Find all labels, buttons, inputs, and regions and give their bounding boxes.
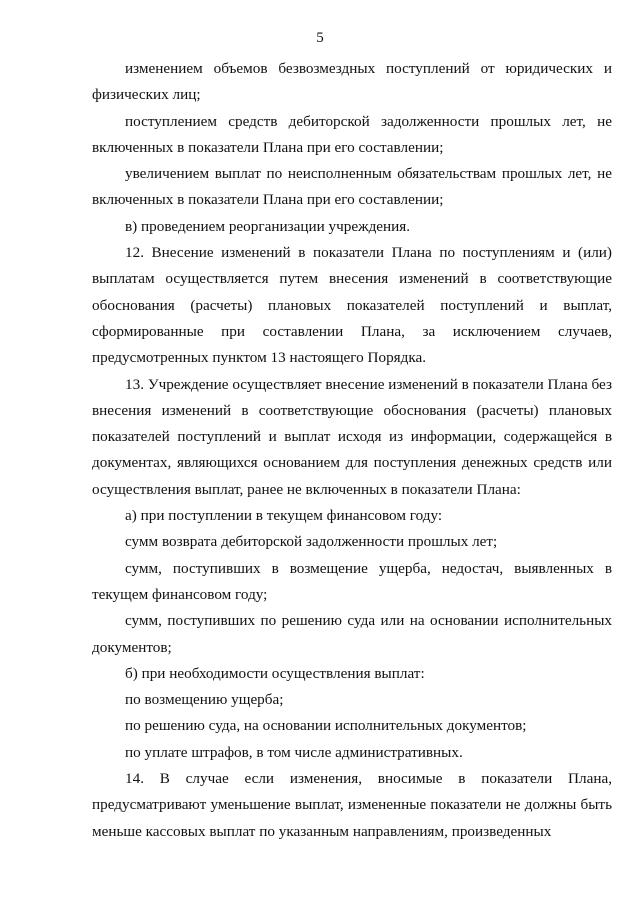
paragraph-2: поступлением средств дебиторской задолженности прошлых лет, не включенных в показатели Плана при его составлении; xyxy=(92,112,612,156)
page-number: 5 xyxy=(316,30,324,46)
paragraph-7: а) при поступлении в текущем финансовом году: xyxy=(125,507,443,525)
paragraph-8: сумм возврата дебиторской задолженности прошлых лет; xyxy=(125,533,498,551)
paragraph-10: сумм, поступивших по решению суда или на основании исполнительных документов; xyxy=(92,612,612,656)
paragraph-5: 12. Внесение изменений в показатели Плана по поступлениям и (или) выплатам осуществляется путем внесения изменений в соответствующие обоснования (расчеты) плановых показателей поступлений и выплат, сформированные при составлении Плана, за исключением случаев, предусмотренных пунктом 13 настоящего Порядка. xyxy=(92,244,612,367)
paragraph-6: 13. Учреждение осуществляет внесение изменений в показатели Плана без внесения изменений в соответствующие обоснования (расчеты) плановых показателей поступлений и выплат исходя из информации, содержащейся в документах, являющихся основанием для поступления денежных средств или осуществления выплат, ранее не включенных в показатели Плана: xyxy=(92,375,612,498)
paragraph-11: б) при необходимости осуществления выплат: xyxy=(125,664,425,682)
paragraph-9: сумм, поступивших в возмещение ущерба, недостач, выявленных в текущем финансовом году; xyxy=(92,559,612,603)
paragraph-4: в) проведением реорганизации учреждения. xyxy=(125,217,411,235)
paragraph-12: по возмещению ущерба; xyxy=(125,691,284,709)
paragraph-13: по решению суда, на основании исполнительных документов; xyxy=(125,717,527,735)
paragraph-14: по уплате штрафов, в том числе административных. xyxy=(125,743,463,761)
paragraph-15: 14. В случае если изменения, вносимые в показатели Плана, предусматривают уменьшение выплат, измененные показатели не должны быть меньше кассовых выплат по указанным направлениям, произведенных xyxy=(92,770,612,840)
paragraph-3: увеличением выплат по неисполненным обязательствам прошлых лет, не включенных в показатели Плана при его составлении; xyxy=(92,165,612,209)
document-body xyxy=(92,56,612,845)
paragraph-1: изменением объемов безвозмездных поступлений от юридических и физических лиц; xyxy=(92,60,612,104)
